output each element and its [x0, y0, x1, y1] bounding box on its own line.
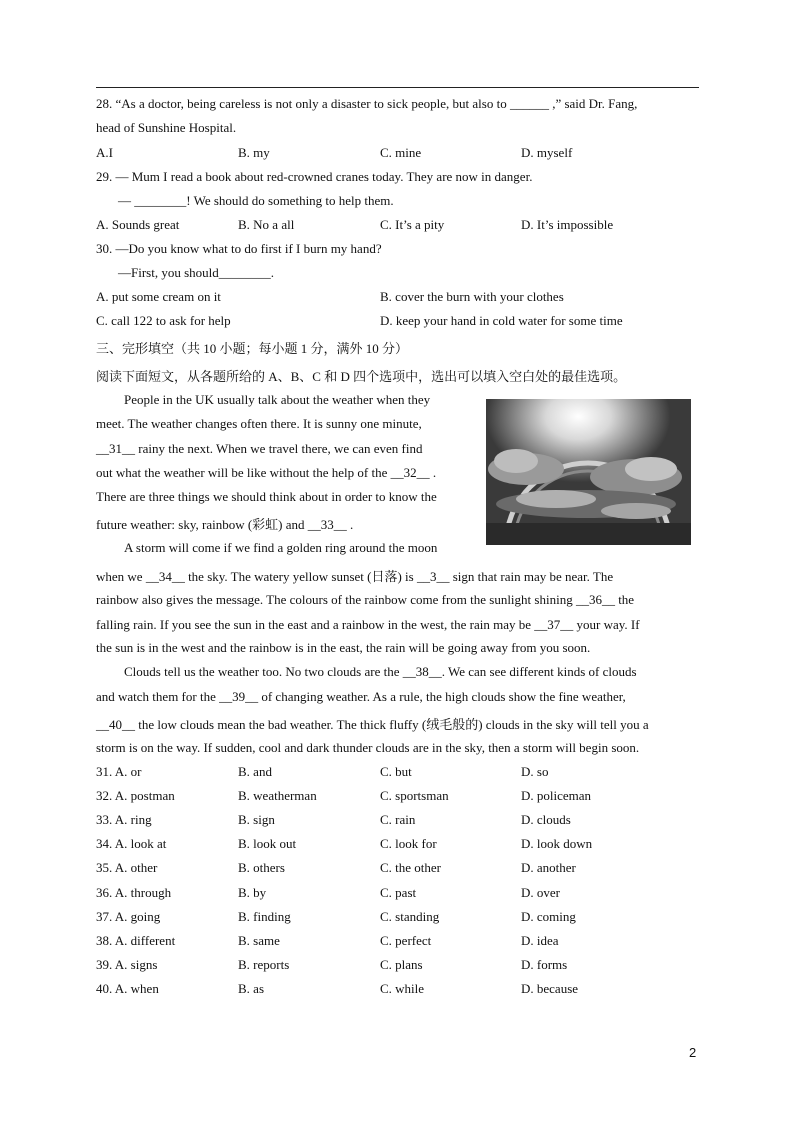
answer-option: D. forms: [521, 957, 568, 972]
passage-line: There are three things we should think about in order to know the: [96, 489, 437, 504]
answer-option: B. sign: [238, 812, 275, 827]
answer-option: C. perfect: [380, 933, 432, 948]
answer-option: B. by: [238, 885, 267, 900]
q30-option-a: A. put some cream on it: [96, 289, 221, 304]
q28-option-d: D. myself: [521, 145, 573, 160]
answer-option: 37. A. going: [96, 909, 161, 924]
answer-option: B. others: [238, 860, 285, 875]
answer-option: C. look for: [380, 836, 437, 851]
answer-option: 34. A. look at: [96, 836, 167, 851]
answer-option: 33. A. ring: [96, 812, 152, 827]
q29-stem: 29. — Mum I read a book about red-crowned cranes today. They are now in danger.: [96, 169, 533, 184]
answer-option: D. because: [521, 981, 579, 996]
answer-option: D. policeman: [521, 788, 592, 803]
passage-line: People in the UK usually talk about the weather when they: [124, 392, 431, 407]
answer-option: D. look down: [521, 836, 593, 851]
page-number: 2: [689, 1045, 697, 1060]
answer-option: C. past: [380, 885, 417, 900]
section-heading: 三、完形填空（共 10 小题；每小题 1 分，满外 10 分）: [96, 341, 409, 356]
answer-option: 39. A. signs: [96, 957, 158, 972]
answer-option: B. weatherman: [238, 788, 317, 803]
answer-option: C. plans: [380, 957, 423, 972]
passage-line: Clouds tell us the weather too. No two clouds are the __38__. We can see different kinds of clouds: [124, 664, 637, 679]
q29-option-d: D. It’s impossible: [521, 217, 614, 232]
passage-line: future weather: sky, rainbow (彩虹) and __33__ .: [96, 517, 354, 532]
answer-option: D. another: [521, 860, 576, 875]
q29-stem-cont: — ________! We should do something to help them.: [118, 193, 394, 208]
answer-option: B. finding: [238, 909, 291, 924]
q30-stem-cont: —First, you should________.: [118, 265, 275, 280]
q28-stem: 28. “As a doctor, being careless is not only a disaster to sick people, but also to ______ ,” said Dr. Fang,: [96, 96, 638, 111]
passage-line: storm is on the way. If sudden, cool and dark thunder clouds are in the sky, then a storm will begin soon.: [96, 740, 640, 755]
answer-option: 32. A. postman: [96, 788, 175, 803]
answer-option: D. idea: [521, 933, 559, 948]
passage-line: and watch them for the __39__ of changing weather. As a rule, the high clouds show the fine weather,: [96, 689, 626, 704]
answer-option: C. rain: [380, 812, 416, 827]
answer-option: D. over: [521, 885, 560, 900]
q30-option-c: C. call 122 to ask for help: [96, 313, 231, 328]
answer-option: D. coming: [521, 909, 576, 924]
answer-option: B. and: [238, 764, 272, 779]
passage-line: rainbow also gives the message. The colours of the rainbow come from the sunlight shining __36__ the: [96, 592, 635, 607]
passage-line: meet. The weather changes often there. It is sunny one minute,: [96, 416, 422, 431]
answer-option: C. sportsman: [380, 788, 449, 803]
q28-option-b: B. my: [238, 145, 270, 160]
q29-option-a: A. Sounds great: [96, 217, 180, 232]
q28-stem-cont: head of Sunshine Hospital.: [96, 120, 237, 135]
q30-option-b: B. cover the burn with your clothes: [380, 289, 564, 304]
q30-stem: 30. —Do you know what to do first if I burn my hand?: [96, 241, 382, 256]
answer-option: C. standing: [380, 909, 440, 924]
answer-option: C. while: [380, 981, 425, 996]
passage-line: falling rain. If you see the sun in the east and a rainbow in the west, the rain may be __37__ your way. If: [96, 617, 640, 632]
rainbow-sky-image: [486, 399, 691, 545]
passage-line: when we __34__ the sky. The watery yellow sunset (日落) is __3__ sign that rain may be near. The: [96, 569, 614, 584]
answer-option: 35. A. other: [96, 860, 158, 875]
q30-option-d: D. keep your hand in cold water for some time: [380, 313, 623, 328]
answer-option: D. clouds: [521, 812, 571, 827]
answer-option: 31. A. or: [96, 764, 142, 779]
answer-option: B. look out: [238, 836, 297, 851]
answer-option: B. reports: [238, 957, 290, 972]
passage-line: the sun is in the west and the rainbow is in the east, the rain will be going away from you soon.: [96, 640, 591, 655]
q29-option-c: C. It’s a pity: [380, 217, 445, 232]
passage-line: out what the weather will be like without the help of the __32__ .: [96, 465, 437, 480]
section-instruction: 阅读下面短文，从各题所给的 A、B、C 和 D 四个选项中，选出可以填入空白处的最佳选项。: [96, 369, 627, 384]
passage-line: __40__ the low clouds mean the bad weather. The thick fluffy (绒毛般的) clouds in the sky will tell you a: [96, 717, 649, 732]
answer-option: B. same: [238, 933, 280, 948]
answer-option: C. the other: [380, 860, 442, 875]
answer-option: B. as: [238, 981, 264, 996]
passage-line: A storm will come if we find a golden ring around the moon: [124, 540, 438, 555]
q28-option-c: C. mine: [380, 145, 422, 160]
q28-option-a: A.I: [96, 145, 113, 160]
answer-option: 36. A. through: [96, 885, 172, 900]
answer-option: 38. A. different: [96, 933, 176, 948]
answer-option: C. but: [380, 764, 412, 779]
answer-option: D. so: [521, 764, 549, 779]
answer-option: 40. A. when: [96, 981, 159, 996]
rainbow-sky-photo: [486, 399, 691, 545]
q29-option-b: B. No a all: [238, 217, 295, 232]
passage-line: __31__ rainy the next. When we travel there, we can even find: [96, 441, 423, 456]
top-rule: [96, 87, 699, 88]
